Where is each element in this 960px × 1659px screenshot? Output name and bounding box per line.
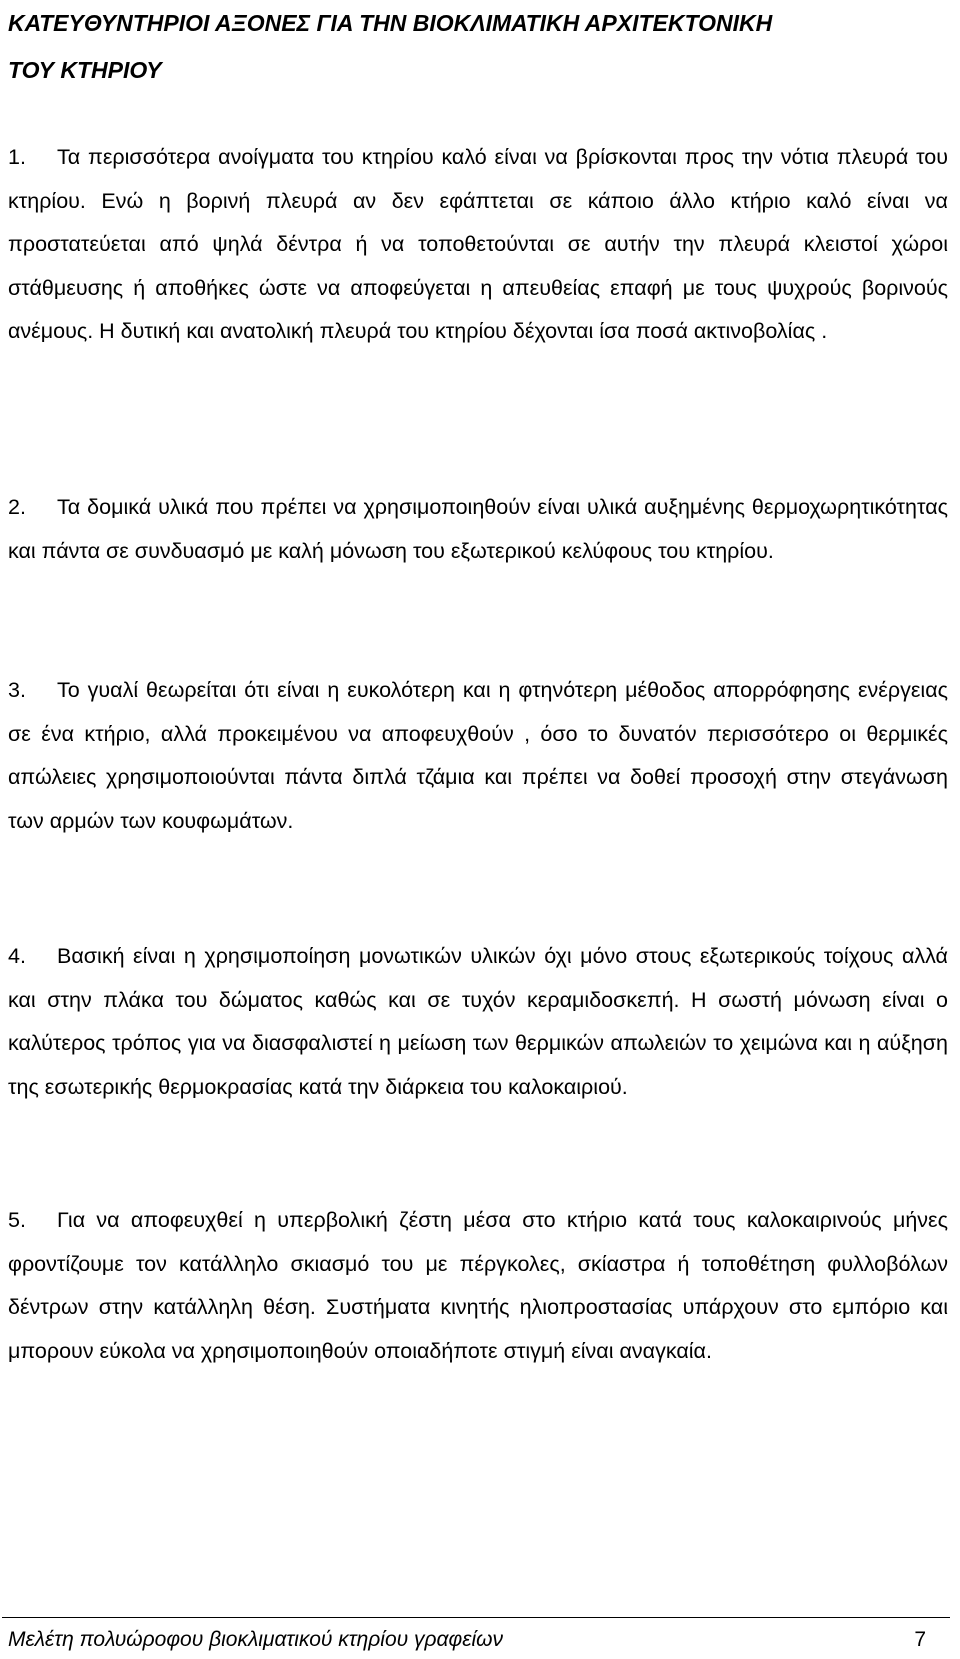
footer-divider <box>2 1617 950 1618</box>
guideline-number: 1. <box>8 145 26 169</box>
document-title <box>8 0 948 94</box>
guideline-number: 5. <box>8 1208 26 1232</box>
footer-title: Μελέτη πολυώροφου βιοκλιματικού κτηρίου γραφείων <box>8 1628 503 1651</box>
guideline-item-2 <box>8 486 948 573</box>
guideline-text: Το γυαλί θεωρείται ότι είναι η ευκολότερη και η φτηνότερη μέθοδος απορρόφησης ενέργειας σε ένα κτήριο, αλλά προκειμένου να αποφευχθούν , όσο το δυνατόν περισσότερο οι θερμικές απώλειες χρησιμοποιούνται πάντα διπλά τζάμια και πρέπει να δοθεί προσοχή στην στεγάνωση των αρμών των κουφωμάτων. <box>8 678 948 833</box>
guideline-number: 3. <box>8 678 26 702</box>
document-title-line-2: ΤΟΥ ΚΤΗΡΙΟΥ <box>8 57 162 83</box>
guideline-item-5 <box>8 1199 948 1373</box>
document-title-line-1: ΚΑΤΕΥΘΥΝΤΗΡΙΟΙ ΑΞΟΝΕΣ ΓΙΑ ΤΗΝ ΒΙΟΚΛΙΜΑΤΙΚΗ ΑΡΧΙΤΕΚΤΟΝΙΚΗ <box>8 10 773 36</box>
guideline-item-4 <box>8 935 948 1109</box>
guideline-item-3 <box>8 669 948 843</box>
guideline-number: 4. <box>8 944 26 968</box>
guideline-text: Τα περισσότερα ανοίγματα του κτηρίου καλό είναι να βρίσκονται προς την νότια πλευρά του κτηρίου. Ενώ η βορινή πλευρά αν δεν εφάπτεται σε κάποιο άλλο κτήριο καλό είναι να προστατεύεται από ψηλά δέντρα ή να τοποθετούνται σε αυτήν την πλευρά κλειστοί χώροι στάθμευσης ή αποθήκες ώστε να αποφεύγεται η απευθείας επαφή με τους ψυχρούς βορινούς ανέμους. Η δυτική και ανατολική πλευρά του κτηρίου δέχονται ίσα ποσά ακτινοβολίας . <box>8 145 948 344</box>
guideline-text: Τα δομικά υλικά που πρέπει να χρησιμοποιηθούν είναι υλικά αυξημένης θερμοχωρητικότητας και πάντα σε συνδυασμό με καλή μόνωση του εξωτερικού κελύφους του κτηρίου. <box>8 495 948 563</box>
guideline-item-1 <box>8 136 948 354</box>
page-number: 7 <box>914 1628 926 1651</box>
guideline-text: Βασική είναι η χρησιμοποίηση μονωτικών υλικών όχι μόνο στους εξωτερικούς τοίχους αλλά και στην πλάκα του δώματος καθώς και σε τυχόν κεραμιδοσκεπή. Η σωστή μόνωση είναι ο καλύτερος τρόπος για να διασφαλιστεί η μείωση των θερμικών απωλειών το χειμώνα και η αύξηση της εσωτερικής θερμοκρασίας κατά την διάρκεια του καλοκαιριού. <box>8 944 948 1099</box>
guideline-text: Για να αποφευχθεί η υπερβολική ζέστη μέσα στο κτήριο κατά τους καλοκαιρινούς μήνες φροντίζουμε τον κατάλληλο σκιασμό του με πέργκολες, σκίαστρα ή τοποθέτηση φυλλοβόλων δέντρων στην κατάλληλη θέση. Συστήματα κινητής ηλιοπροστασίας υπάρχουν στο εμπόριο και μπορουν εύκολα να χρησιμοποιηθούν οποιαδήποτε στιγμή είναι αναγκαία. <box>8 1208 948 1363</box>
page-footer <box>8 1623 938 1657</box>
guideline-number: 2. <box>8 495 26 519</box>
